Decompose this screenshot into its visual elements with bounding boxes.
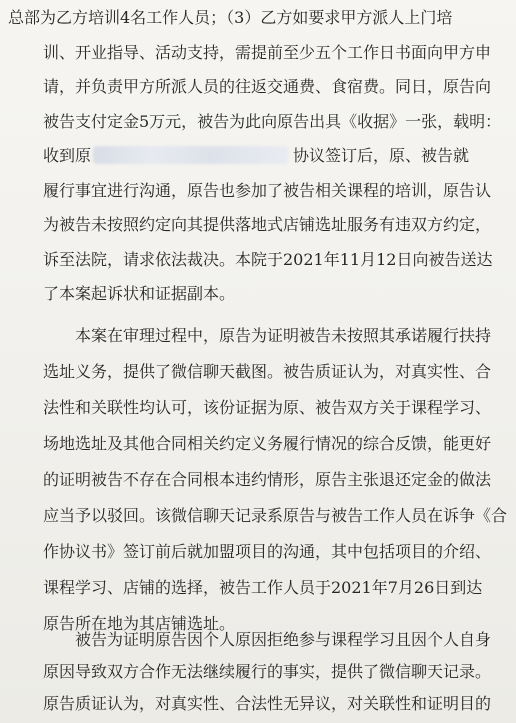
text-line-9: 了本案起诉状和证据副本。 xyxy=(43,284,236,303)
text-line-10: 本案在审理过程中，原告为证明被告未按照其承诺履行扶持 xyxy=(75,326,492,345)
text-line-2: 训、开业指导、活动支持，需提前至少五个工作日书面向甲方申 xyxy=(43,43,492,62)
redacted-region xyxy=(93,146,289,164)
text-line-13: 场地选址及其他合同相关约定义务履行情况的综合反馈，能更好 xyxy=(43,434,492,453)
text-line-5-end: 协议签订后，原、被告就 xyxy=(293,146,470,165)
text-line-20: 原因导致双方合作无法继续履行的事实，提供了微信聊天记录。 xyxy=(43,662,492,681)
text-line-12: 法性和关联性均认可，该份证据为原、被告双方关于课程学习、 xyxy=(43,398,492,417)
text-line-15: 应当予以驳回。该微信聊天记录系原告与被告工作人员在诉争《合 xyxy=(43,506,508,525)
text-line-14: 的证明被告不存在合同根本违约情形，原告主张退还定金的做法 xyxy=(43,470,492,489)
text-line-4: 被告支付定金5万元，被告为此向原告出具《收据》一张，载明： xyxy=(43,112,502,131)
text-line-21: 原告质证认为，对真实性、合法性无异议，对关联性和证明目的 xyxy=(43,694,492,713)
text-line-11: 选址义务，提供了微信聊天截图。被告质证认为，对真实性、合 xyxy=(43,362,492,381)
text-line-16: 作协议书》签订前后就加盟项目的沟通，其中包括项目的介绍、 xyxy=(43,542,492,561)
text-line-17: 课程学习、店铺的选择，被告工作人员于2021年7月26日到达 xyxy=(43,578,483,597)
text-line-8: 诉至法院，请求依法裁决。本院于2021年11月12日向被告送达 xyxy=(43,250,493,269)
text-line-7: 为被告未按照约定向其提供落地式店铺选址服务有违双方约定， xyxy=(43,215,492,234)
text-line-1: 总部为乙方培训4名工作人员；（3）乙方如要求甲方派人上门培 xyxy=(8,8,453,27)
text-line-3: 请，并负责甲方所派人员的往返交通费、食宿费。同日，原告向 xyxy=(43,77,492,96)
text-line-5 xyxy=(43,140,469,172)
text-line-19: 被告为证明原告因个人原因拒绝参与课程学习且因个人自身 xyxy=(75,630,492,649)
text-line-18: 原告所在地为其店铺选址。 xyxy=(43,614,236,633)
text-line-5-start: 收到原 xyxy=(43,146,92,165)
text-line-6: 履行事宜进行沟通，原告也参加了被告相关课程的培训，原告认 xyxy=(43,181,492,200)
